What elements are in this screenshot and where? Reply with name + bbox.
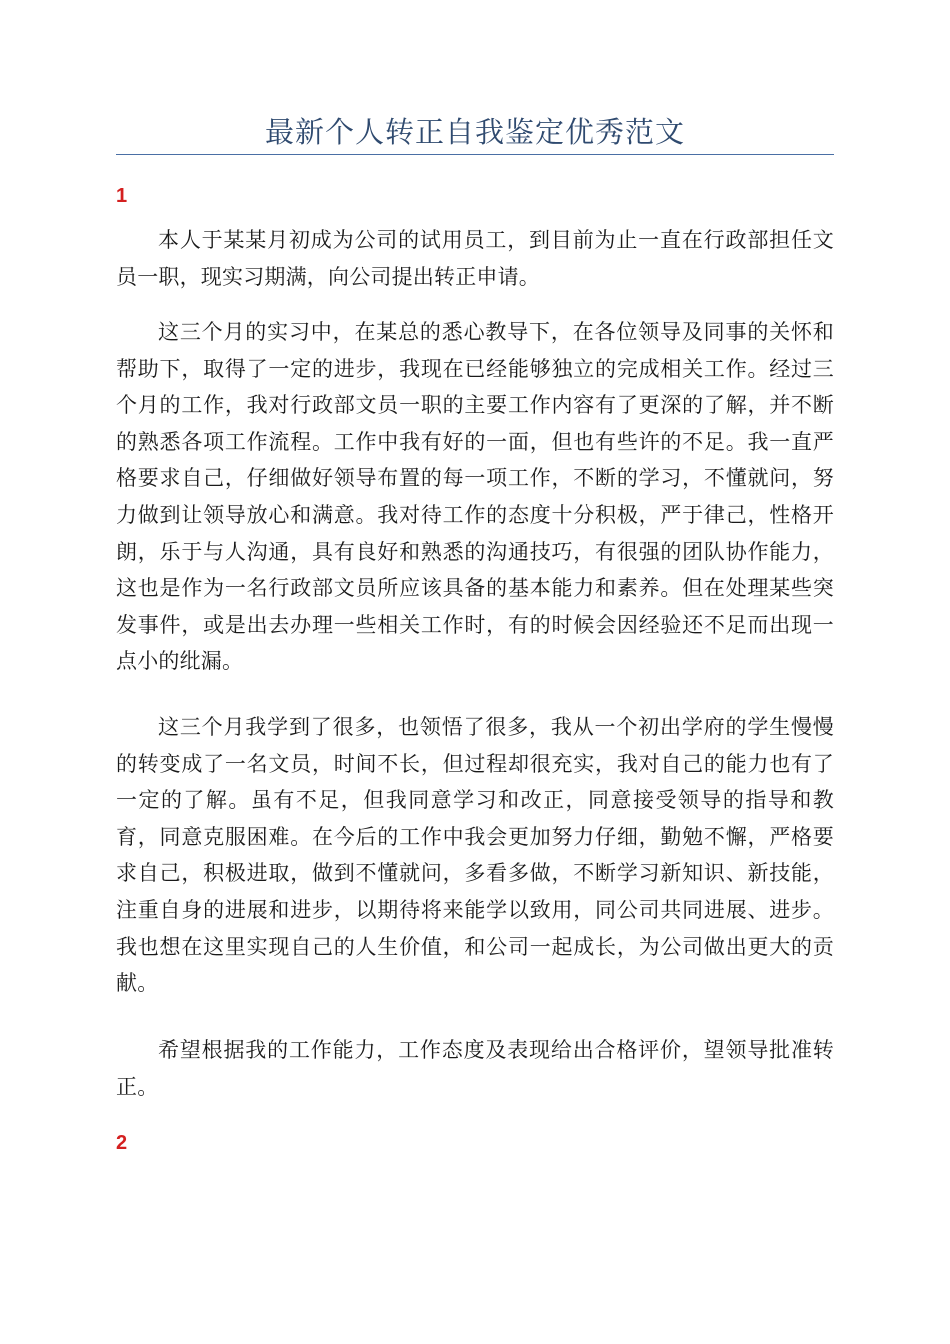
body-paragraph: 这三个月的实习中，在某总的悉心教导下，在各位领导及同事的关怀和帮助下，取得了一定的进步，我现在已经能够独立的完成相关工作。经过三个月的工作，我对行政部文员一职的主要工作内容有了更深的了解，并不断的熟悉各项工作流程。工作中我有好的一面，但也有些许的不足。我一直严格要求自己，仔细做好领导布置的每一项工作，不断的学习，不懂就问，努力做到让领导放心和满意。我对待工作的态度十分积极，严于律己，性格开朗，乐于与人沟通，具有良好和熟悉的沟通技巧，有很强的团队协作能力，这也是作为一名行政部文员所应该具备的基本能力和素养。但在处理某些突发事件，或是出去办理一些相关工作时，有的时候会因经验还不足而出现一点小的纰漏。	[116, 320, 834, 674]
title-underline	[116, 154, 834, 155]
body-paragraph: 本人于某某月初成为公司的试用员工，到目前为止一直在行政部担任文员一职，现实习期满，向公司提出转正申请。	[116, 228, 834, 289]
document-title: 最新个人转正自我鉴定优秀范文	[264, 115, 685, 149]
body-paragraph: 希望根据我的工作能力，工作态度及表现给出合格评价，望领导批准转正。	[116, 1038, 834, 1099]
body-paragraph: 这三个月我学到了很多，也领悟了很多，我从一个初出学府的学生慢慢的转变成了一名文员，时间不长，但过程却很充实，我对自己的能力也有了一定的了解。虽有不足，但我同意学习和改正，同意接受领导的指导和教育，同意克服困难。在今后的工作中我会更加努力仔细，勤勉不懈，严格要求自己，积极进取，做到不懂就问，多看多做，不断学习新知识、新技能，注重自身的进展和进步，以期待将来能学以致用，同公司共同进展、进步。我也想在这里实现自己的人生价值，和公司一起成长，为公司做出更大的贡献。	[116, 715, 834, 996]
section-number: 1	[116, 185, 128, 207]
section-number: 2	[116, 1132, 128, 1154]
